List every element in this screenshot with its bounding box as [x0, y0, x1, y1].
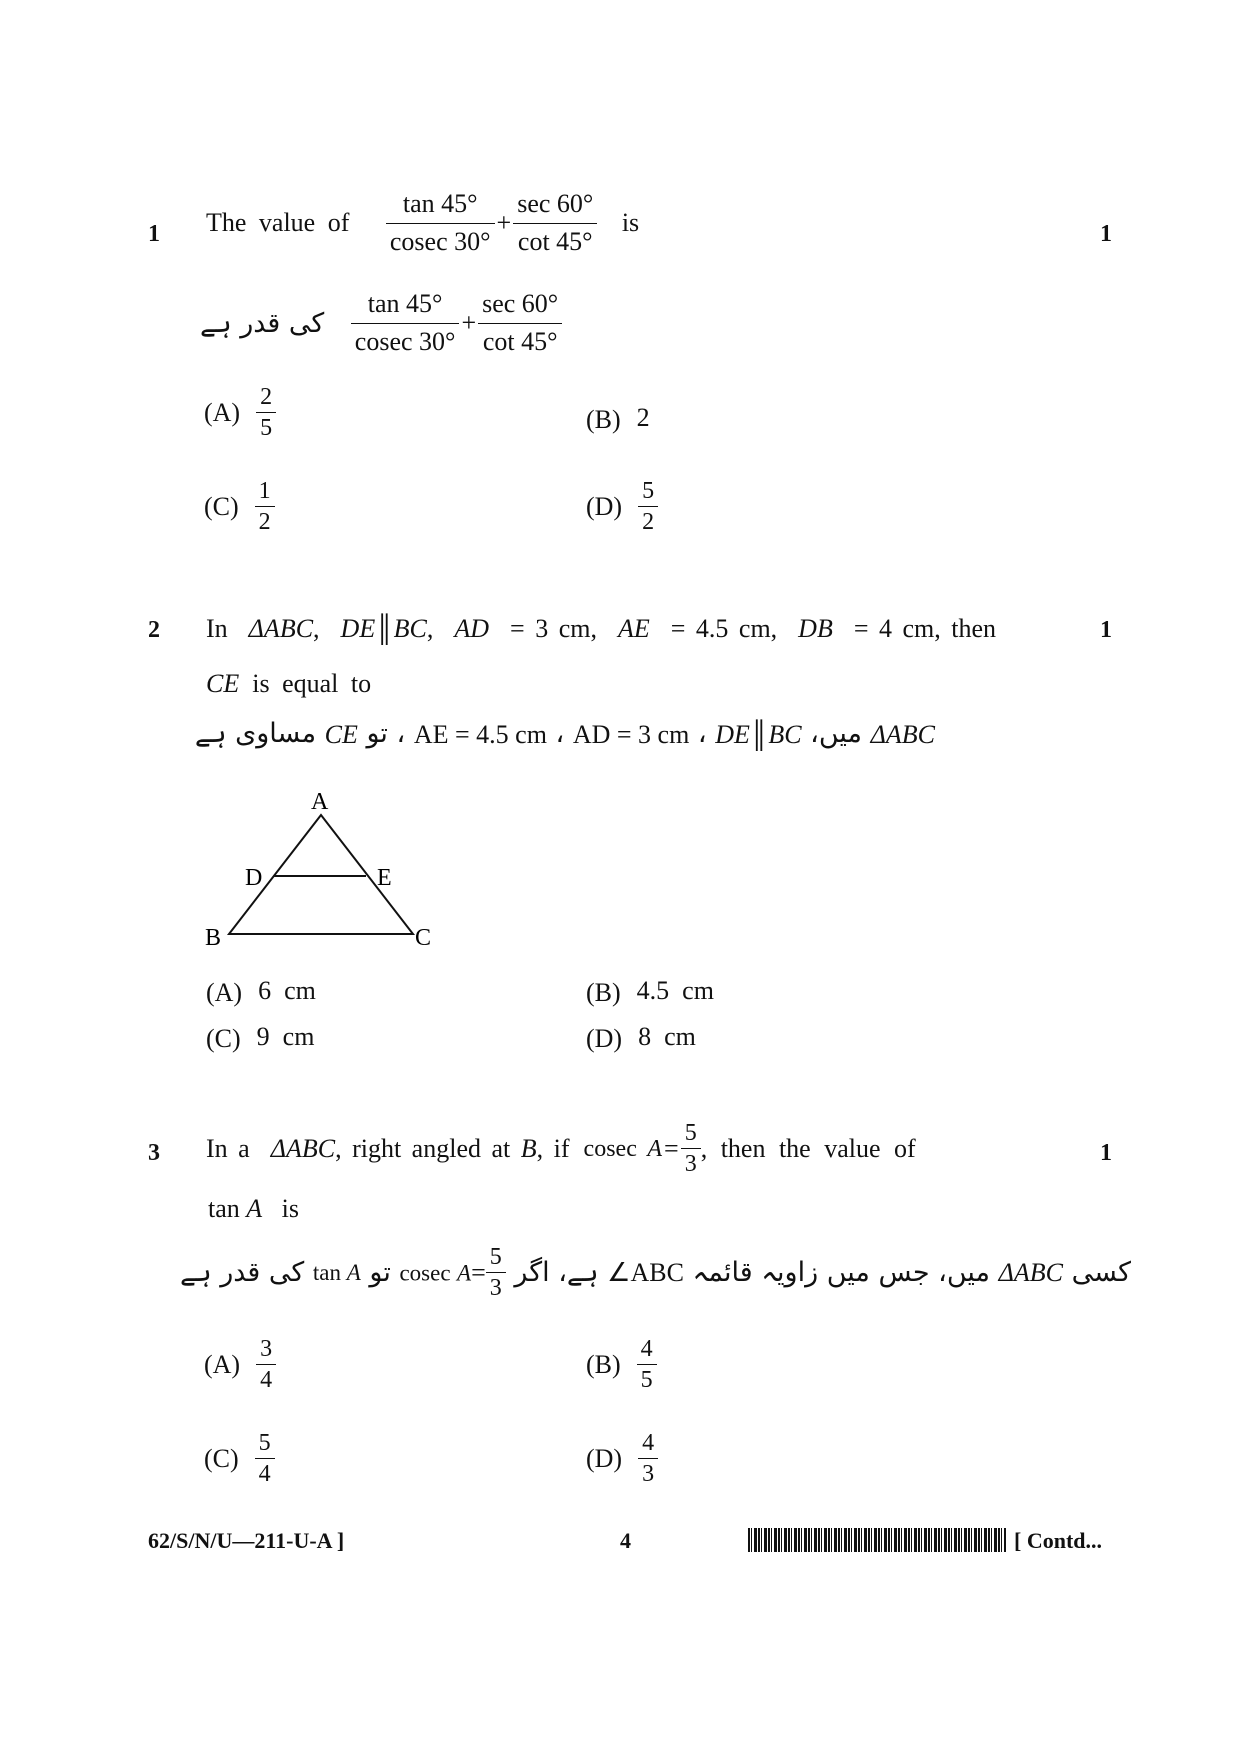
question-3-marks: 1: [1100, 1140, 1112, 1166]
q3-urdu-to: تو: [369, 1257, 391, 1289]
q3-b: B: [520, 1133, 537, 1163]
question-3-line-2: [208, 1196, 299, 1222]
q1-plus: +: [496, 208, 512, 238]
q2-option-b[interactable]: [586, 978, 714, 1006]
q3-option-d-num: 4: [638, 1430, 658, 1459]
q2-urdu-to: تو: [366, 718, 388, 749]
question-2-number: 2: [148, 617, 160, 643]
q1-option-b-value: 2: [636, 403, 650, 432]
q1-option-b[interactable]: [586, 405, 650, 433]
q3-if: , if: [536, 1133, 570, 1163]
q3-urdu-tan-expression: [313, 1261, 361, 1284]
q3-fraction-num: 5: [681, 1120, 701, 1149]
q2-db: DB: [798, 614, 833, 643]
q2-comma: ,: [313, 614, 320, 643]
q3-urdu-cosec: cosec: [399, 1260, 451, 1286]
q1-urdu-f2-denominator: cot 45°: [482, 326, 558, 356]
q3-urdu-word-4: کی قدر ہے: [180, 1257, 305, 1289]
q3-option-c-den: 4: [258, 1461, 271, 1488]
q3-urdu-line: [180, 1244, 1132, 1302]
q2-option-c[interactable]: [206, 1024, 314, 1052]
q2-option-d[interactable]: [586, 1024, 696, 1052]
q3-option-a-label: (A): [204, 1349, 241, 1379]
q1-post-text: is: [621, 208, 640, 238]
q1-option-d-label: (D): [586, 491, 623, 521]
q1-pre-text: The value of: [206, 208, 350, 238]
q3-right-angled-at: , right angled at: [335, 1133, 511, 1163]
q1-option-d-fraction: [638, 478, 658, 536]
q2-in: In: [206, 614, 228, 643]
question-3-line-1: [206, 1120, 916, 1178]
q2-urdu-ae: AE = 4.5 cm: [413, 719, 547, 749]
q3-then-value-of: , then the value of: [700, 1133, 916, 1163]
q3-tan: tan: [208, 1194, 240, 1223]
question-3-number: 3: [148, 1140, 160, 1166]
q1-fraction-2: [513, 190, 597, 256]
q3-option-c-num: 5: [255, 1430, 275, 1459]
q2-ae: AE: [617, 614, 650, 643]
q1-option-a[interactable]: [204, 384, 276, 442]
q3-urdu-a: A: [457, 1260, 472, 1286]
q3-fraction: [681, 1120, 701, 1178]
q3-option-b-fraction: [637, 1336, 657, 1394]
q2-db-value: = 4 cm, then: [853, 614, 997, 643]
q3-option-b-num: 4: [637, 1336, 657, 1365]
q1-f1-numerator: tan 45°: [386, 190, 495, 224]
q3-cosec: cosec: [583, 1135, 637, 1162]
barcode-icon: [748, 1528, 1006, 1552]
q3-urdu-tan: tan: [312, 1260, 341, 1286]
q3-urdu-fraction-num: 5: [486, 1244, 506, 1273]
q1-option-c-label: (C): [204, 491, 239, 521]
q1-option-a-label: (A): [204, 397, 241, 427]
q3-urdu-angle-abc: ∠ABC: [607, 1257, 684, 1287]
q3-urdu-cosec-expression: [399, 1244, 505, 1302]
q1-fraction-1: [386, 190, 495, 256]
point-e-label: E: [377, 865, 392, 891]
question-3-urdu: [180, 1244, 1132, 1302]
q3-urdu-fraction: [486, 1244, 506, 1302]
q1-urdu-suffix: کی قدر ہے: [200, 307, 325, 339]
q1-option-d[interactable]: [586, 478, 658, 536]
q2-urdu-line: [195, 718, 935, 749]
q1-f2-denominator: cot 45°: [517, 226, 593, 256]
q2-urdu-de-bc: DE║BC: [715, 719, 802, 749]
q3-option-d-den: 3: [642, 1461, 655, 1488]
q3-option-c[interactable]: [204, 1430, 275, 1488]
page-number: 4: [620, 1528, 631, 1553]
q2-option-d-value: 8 cm: [638, 1022, 696, 1051]
q3-option-c-label: (C): [204, 1443, 239, 1473]
q2-urdu-sep-3: ،: [396, 718, 406, 749]
q3-option-b[interactable]: [586, 1336, 657, 1394]
q3-option-b-den: 5: [640, 1367, 653, 1394]
q2-ad: AD: [454, 614, 490, 643]
q1-option-c-den: 2: [258, 509, 271, 536]
q2-option-a-label: (A): [206, 978, 243, 1008]
q3-option-a-fraction: [256, 1336, 276, 1394]
q1-urdu-f1-numerator: tan 45°: [351, 290, 460, 324]
q3-is: is: [281, 1194, 299, 1223]
q2-triangle: ΔABC: [248, 614, 314, 643]
question-1-number: 1: [148, 221, 160, 247]
continued-label: [ Contd...: [1014, 1528, 1103, 1553]
q3-option-a-den: 4: [260, 1367, 273, 1394]
q1-option-c-num: 1: [255, 478, 275, 507]
q2-option-b-label: (B): [586, 978, 621, 1008]
q3-triangle: ΔABC: [270, 1133, 336, 1163]
q2-urdu-word-1: میں،: [810, 718, 863, 749]
q3-urdu-tan-a: A: [346, 1260, 361, 1286]
q3-option-d-label: (D): [586, 1443, 623, 1473]
q3-option-d[interactable]: [586, 1430, 658, 1488]
q2-option-b-value: 4.5 cm: [636, 976, 714, 1005]
q1-option-c[interactable]: [204, 478, 275, 536]
q2-de-parallel-bc: DE║BC: [340, 614, 427, 643]
q1-option-a-num: 2: [256, 384, 276, 413]
q2-is-equal-to: is equal to: [252, 669, 372, 698]
q2-option-a[interactable]: [206, 978, 316, 1006]
q3-urdu-triangle: ΔABC: [998, 1257, 1063, 1287]
q2-option-d-label: (D): [586, 1024, 623, 1054]
q1-option-a-fraction: [256, 384, 276, 442]
q3-urdu-word-2: میں، جس میں زاویہ قائمہ: [692, 1257, 991, 1289]
q1-f1-denominator: cosec 30°: [389, 226, 491, 256]
q3-option-a-num: 3: [256, 1336, 276, 1365]
q1-option-c-fraction: [255, 478, 275, 536]
q3-equals: =: [664, 1133, 679, 1163]
q3-a: A: [647, 1135, 663, 1162]
q2-comma-2: ,: [426, 614, 434, 643]
q2-urdu-word-2: مساوی ہے: [194, 718, 317, 749]
q1-urdu-f2-numerator: sec 60°: [478, 290, 562, 324]
q2-option-a-value: 6 cm: [258, 976, 316, 1005]
question-1-urdu: [200, 290, 562, 356]
question-2-marks: 1: [1100, 617, 1112, 643]
q3-fraction-den: 3: [684, 1151, 697, 1178]
q3-option-c-fraction: [255, 1430, 275, 1488]
q3-urdu-equals: =: [471, 1257, 486, 1287]
q3-pre: In a: [206, 1133, 250, 1163]
q3-option-b-label: (B): [586, 1349, 621, 1379]
q1-option-b-label: (B): [586, 405, 621, 435]
q2-ad-value: = 3 cm,: [510, 614, 597, 643]
q1-option-a-den: 5: [260, 415, 273, 442]
q1-urdu-f1-denominator: cosec 30°: [354, 326, 456, 356]
q1-f2-numerator: sec 60°: [513, 190, 597, 224]
paper-code: 62/S/N/U—211-U-A ]: [148, 1528, 345, 1553]
q1-urdu-plus: +: [461, 308, 477, 338]
q1-option-d-num: 5: [638, 478, 658, 507]
q2-option-c-value: 9 cm: [256, 1022, 315, 1051]
q3-option-d-fraction: [638, 1430, 658, 1488]
question-2-urdu: [190, 720, 935, 748]
q2-urdu-sep-2: ،: [555, 718, 565, 749]
q2-urdu-ad: AD = 3 cm: [572, 719, 690, 749]
question-1-marks: 1: [1100, 221, 1112, 247]
q2-ce: CE: [206, 669, 240, 698]
q3-urdu-word-3: ہے، اگر: [514, 1257, 599, 1289]
q2-ae-value: = 4.5 cm,: [670, 614, 778, 643]
vertex-a-label: A: [311, 789, 329, 815]
question-1-text: [206, 190, 639, 256]
q1-urdu-fraction-2: [478, 290, 562, 356]
question-2-line-1: [206, 616, 996, 642]
q1-option-d-den: 2: [642, 509, 655, 536]
q2-urdu-ce: CE: [324, 719, 358, 749]
point-d-label: D: [245, 865, 263, 891]
q3-urdu-fraction-den: 3: [489, 1275, 502, 1302]
q2-urdu-triangle: ΔABC: [870, 719, 935, 749]
q2-option-c-label: (C): [206, 1024, 241, 1054]
question-2-line-2: [206, 671, 371, 697]
q1-urdu-fraction-1: [351, 290, 460, 356]
vertex-b-label: B: [205, 925, 222, 951]
q3-urdu-word-1: کسی: [1071, 1257, 1132, 1289]
triangle-figure: [195, 785, 455, 955]
q2-urdu-sep-1: ،: [697, 718, 707, 749]
q3-tan-a: A: [246, 1194, 263, 1223]
q3-option-a[interactable]: [204, 1336, 276, 1394]
vertex-c-label: C: [415, 925, 432, 951]
